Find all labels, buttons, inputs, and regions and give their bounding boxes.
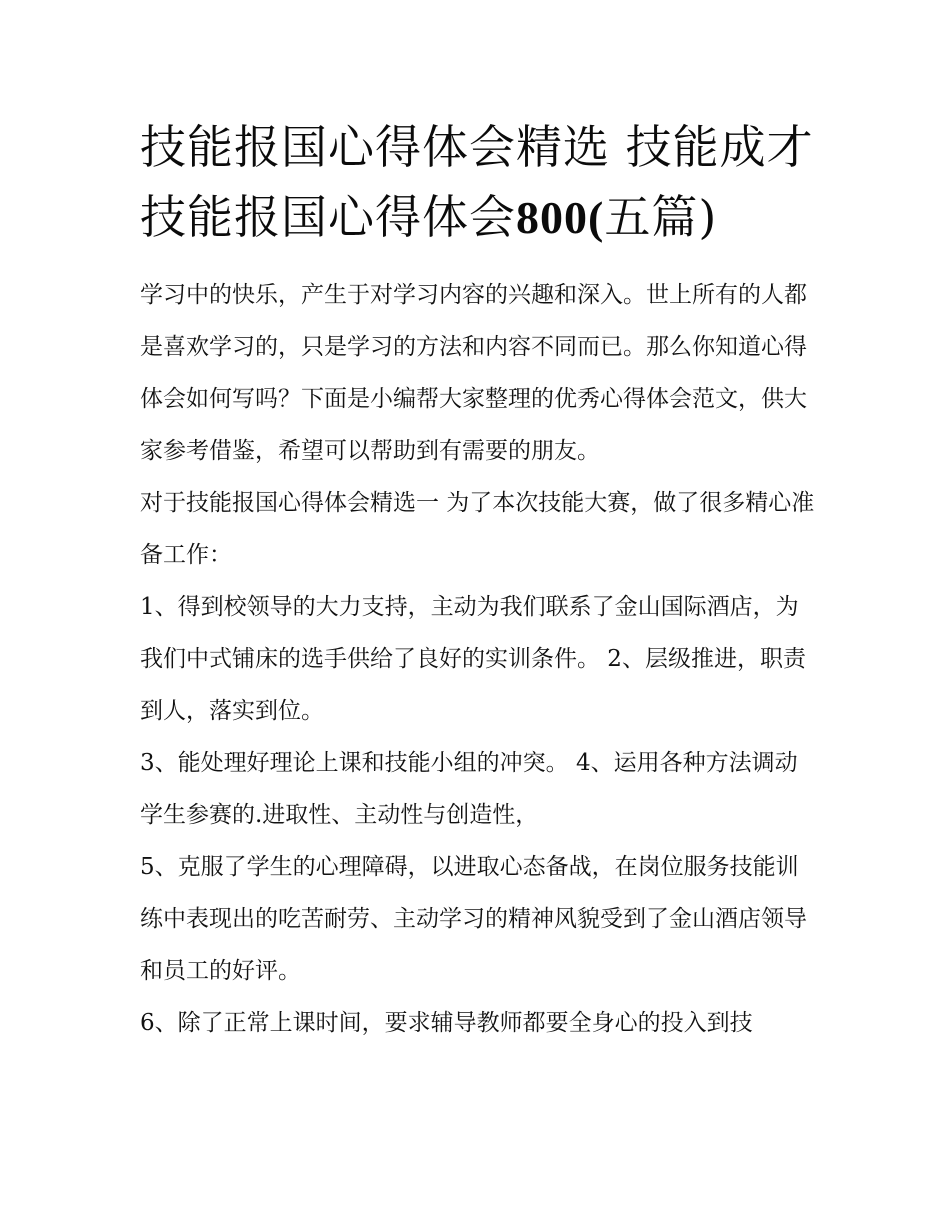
- document-body: [140, 112, 820, 1049]
- title-number: 800(: [516, 192, 605, 243]
- paragraph-item-6: 6、除了正常上课时间，要求辅导教师都要全身心的投入到技: [140, 1010, 753, 1036]
- document-title: [140, 112, 820, 253]
- paragraph-item-1-2: 1、得到校领导的大力支持，主动为我们联系了金山国际酒店，为我们中式铺床的选手供给了良好的实训条件。 2、层级推进，职责到人，落实到位。: [140, 594, 806, 724]
- title-text-part2: 五篇): [604, 190, 718, 244]
- paragraph-item-5: 5、克服了学生的心理障碍，以进取心态备战，在岗位服务技能训练中表现出的吃苦耐劳、主动学习的精神风貌受到了金山酒店领导和员工的好评。: [140, 854, 807, 984]
- paragraph-item-3-4: 3、能处理好理论上课和技能小组的冲突。 4、运用各种方法调动学生参赛的.进取性、主动性与创造性，: [140, 750, 798, 828]
- title-text-part1: 技能报国心得体会精选 技能成才技能报国心得体会: [140, 120, 814, 244]
- paragraph-section-one: 对于技能报国心得体会精选一 为了本次技能大赛，做了很多精心准备工作：: [140, 490, 815, 568]
- paragraph-intro: 学习中的快乐，产生于对学习内容的兴趣和深入。世上所有的人都是喜欢学习的，只是学习的方法和内容不同而已。那么你知道心得体会如何写吗？下面是小编帮大家整理的优秀心得体会范文，供大家参考借鉴，希望可以帮助到有需要的朋友。: [140, 282, 807, 464]
